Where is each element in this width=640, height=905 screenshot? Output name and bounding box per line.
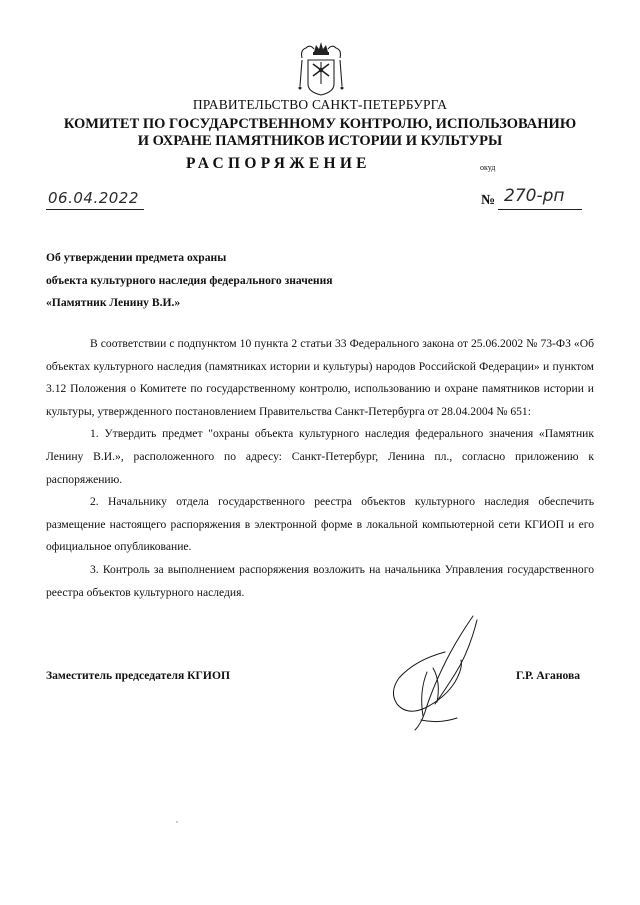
item-paragraph-2: 2. Начальнику отдела государственного реестра объектов культурного наследия обеспечить размещение настоящего распоряжения в электронной форме в локальной компьютерной сети КГИОП и его официальное опубликование. — [46, 495, 594, 554]
preamble-paragraph: В соответствии с подпунктом 10 пункта 2 статьи 33 Федерального закона от 25.06.2002 № 73-ФЗ «Об объектах культурного наследия (памятниках истории и культуры) народов Российской Федерации» и пунктом 3.12 Положения о Комитете по государственному контролю, использованию и охране памятников истории и культуры, утвержденного постановлением Правительства Санкт-Петербурга от 28.04.2004 № 651: — [46, 337, 594, 418]
subject-line: объекта культурного наследия федерального значения — [46, 273, 333, 287]
item-paragraph-1: 1. Утвердить предмет "охраны объекта культурного наследия федерального значения «Памятник Ленину В.И.», расположенного по адресу: Санкт-Петербург, Ленина пл., согласно приложению к распоряжению. — [46, 427, 594, 486]
subject-block — [46, 247, 333, 315]
government-heading: ПРАВИТЕЛЬСТВО САНКТ-ПЕТЕРБУРГА — [192, 97, 448, 112]
coat-of-arms-emblem — [296, 40, 346, 96]
handwritten-signature — [385, 612, 495, 732]
document-body — [46, 333, 594, 604]
date-field — [46, 189, 144, 210]
date-value: 06.04.2022 — [48, 189, 139, 207]
number-value: 270-рп — [504, 186, 565, 206]
okud-label: окуд — [480, 163, 496, 172]
document-type-title: РАСПОРЯЖЕНИЕ — [186, 155, 371, 172]
signatory-name: Г.Р. Аганова — [516, 669, 581, 682]
scan-speck — [176, 821, 178, 823]
committee-heading-line1: КОМИТЕТ ПО ГОСУДАРСТВЕННОМУ КОНТРОЛЮ, ИСПОЛЬЗОВАНИЮ — [63, 116, 577, 132]
number-field — [498, 185, 582, 210]
signatory-title: Заместитель председателя КГИОП — [46, 669, 230, 682]
subject-line: «Памятник Ленину В.И.» — [46, 296, 181, 309]
subject-line: Об утверждении предмета охраны — [46, 251, 227, 264]
number-label: № — [481, 193, 496, 208]
committee-heading — [0, 116, 640, 150]
committee-heading-line2: И ОХРАНЕ ПАМЯТНИКОВ ИСТОРИИ И КУЛЬТУРЫ — [137, 133, 503, 149]
item-paragraph-3: 3. Контроль за выполнением распоряжения возложить на начальника Управления государственного реестра объектов культурного наследия. — [46, 562, 594, 599]
